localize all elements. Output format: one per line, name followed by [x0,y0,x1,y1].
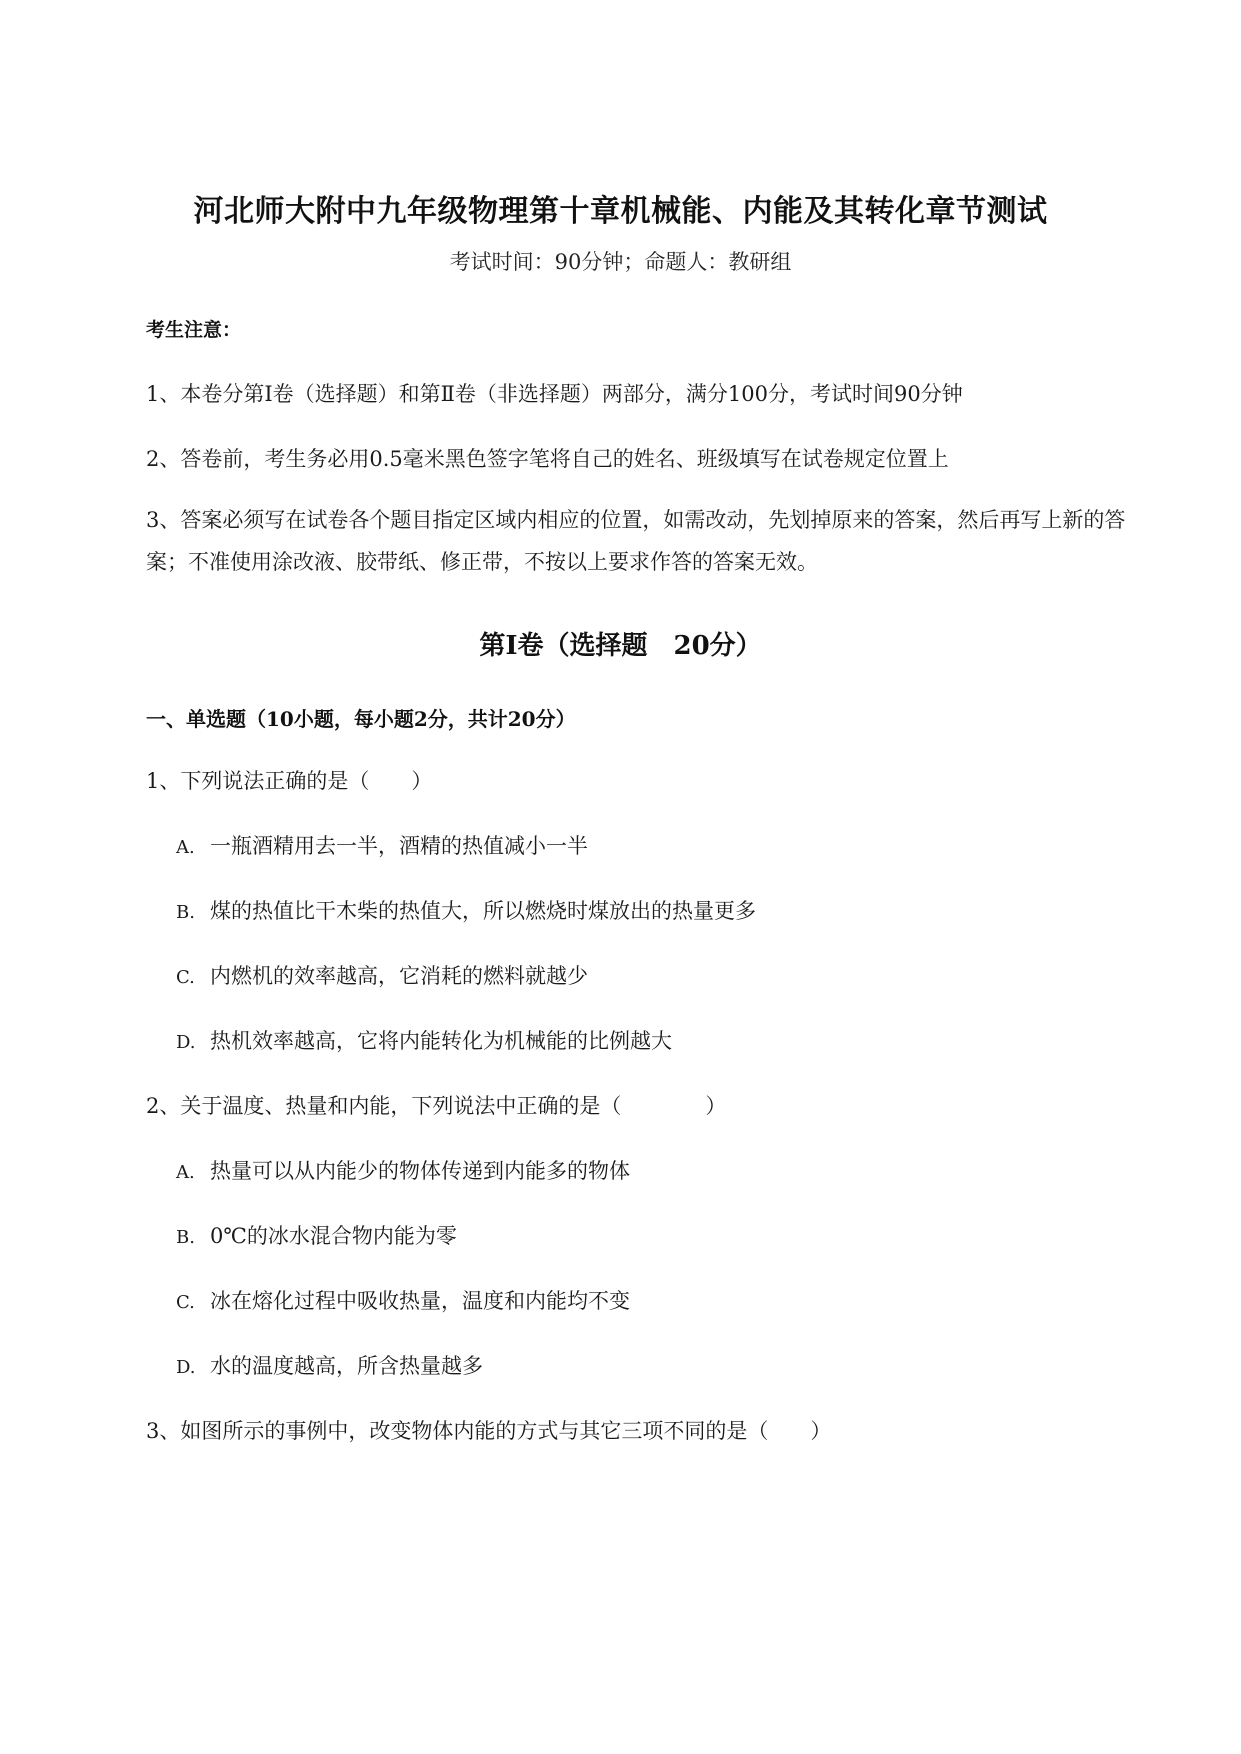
option-letter: B. [176,1227,195,1248]
question-1-option-c [176,960,588,990]
part-heading: 一、单选题（10小题，每小题2分，共计20分） [146,707,576,731]
option-text: 热机效率越高，它将内能转化为机械能的比例越大 [210,1029,672,1053]
option-text: 热量可以从内能少的物体传递到内能多的物体 [210,1159,630,1183]
document-title: 河北师大附中九年级物理第十章机械能、内能及其转化章节测试 [193,194,1048,229]
option-text: 0℃的冰水混合物内能为零 [210,1224,457,1248]
notice-item-2: 2、答卷前，考生务必用0.5毫米黑色签字笔将自己的姓名、班级填写在试卷规定位置上 [146,447,949,471]
option-text: 煤的热值比干木柴的热值大，所以燃烧时煤放出的热量更多 [210,899,756,923]
option-letter: D. [176,1032,196,1053]
exam-info: 考试时间：90分钟；命题人：教研组 [449,250,792,274]
option-text: 内燃机的效率越高，它消耗的燃料就越少 [210,964,588,988]
option-text: 冰在熔化过程中吸收热量，温度和内能均不变 [210,1289,630,1313]
option-letter: A. [176,837,195,858]
question-2-option-b [176,1220,457,1250]
question-2-stem: 2、关于温度、热量和内能，下列说法中正确的是（ ） [146,1094,727,1118]
option-text: 一瓶酒精用去一半，酒精的热值减小一半 [210,834,588,858]
option-text: 水的温度越高，所含热量越多 [210,1354,483,1378]
question-2-option-d [176,1350,483,1380]
question-1-stem: 1、下列说法正确的是（ ） [146,769,433,793]
question-1-option-a [176,830,588,860]
question-2-option-c [176,1285,630,1315]
notice-item-3: 3、答案必须写在试卷各个题目指定区域内相应的位置，如需改动，先划掉原来的答案，然后再写上新的答案；不准使用涂改液、胶带纸、修正带，不按以上要求作答的答案无效。 [146,508,1126,574]
option-letter: D. [176,1357,196,1378]
notice-item-1: 1、本卷分第I卷（选择题）和第Ⅱ卷（非选择题）两部分，满分100分，考试时间90分钟 [146,382,963,406]
question-1-option-d [176,1025,672,1055]
option-letter: C. [176,967,195,988]
option-letter: C. [176,1292,195,1313]
section-title: 第I卷（选择题 20分） [479,631,762,661]
question-2-option-a [176,1155,630,1185]
question-3-stem: 3、如图所示的事例中，改变物体内能的方式与其它三项不同的是（ ） [146,1419,832,1443]
option-letter: A. [176,1162,195,1183]
notice-heading: 考生注意： [146,319,242,341]
question-1-option-b [176,895,756,925]
option-letter: B. [176,902,195,923]
